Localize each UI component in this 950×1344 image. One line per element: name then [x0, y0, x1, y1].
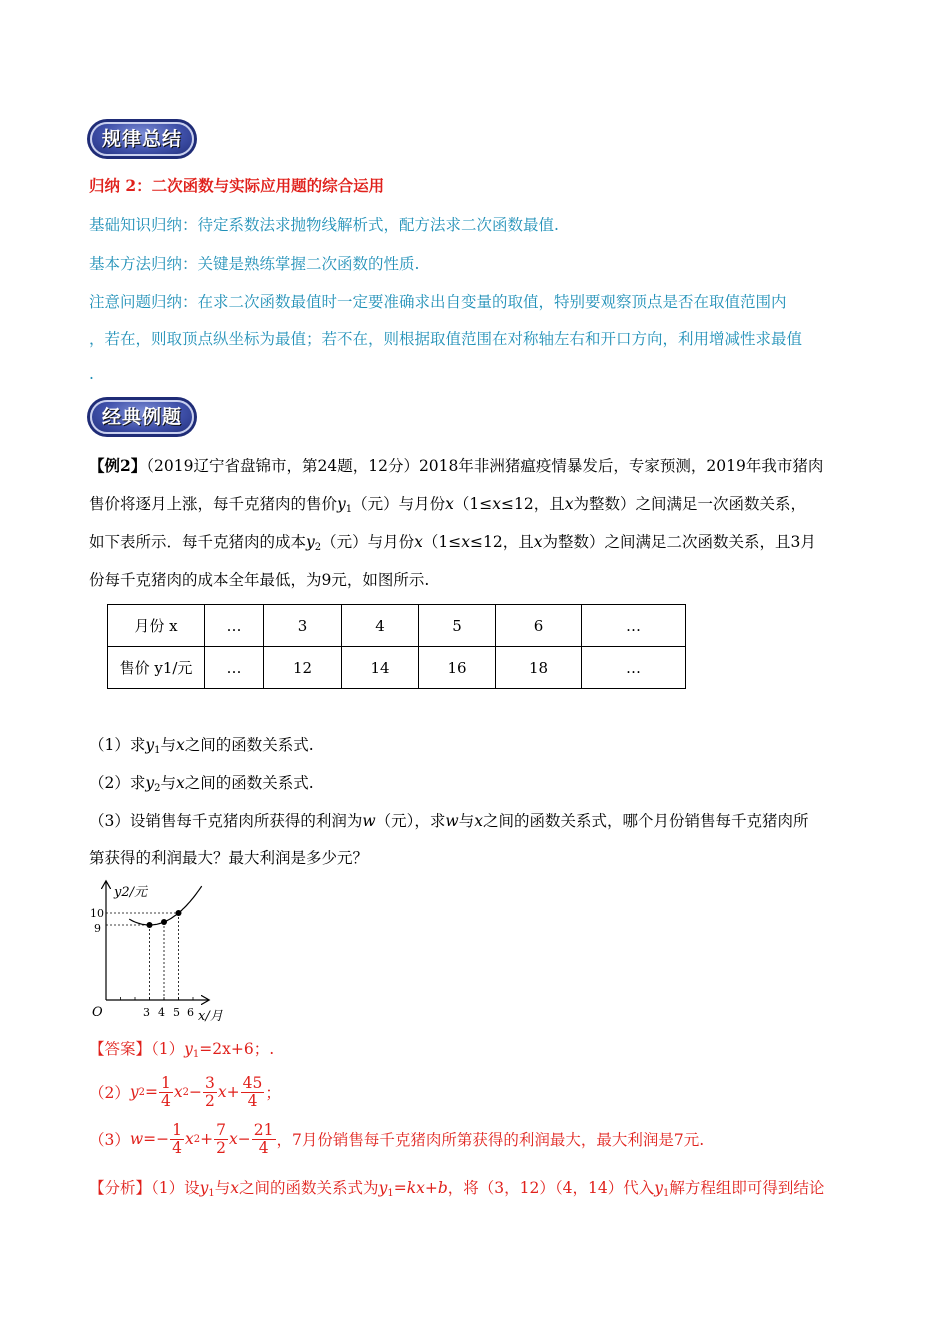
question-3-line-2: 第获得的利润最大？最大利润是多少元？ [89, 849, 369, 867]
summary-badge: 规律总结 [90, 122, 194, 156]
y-axis-label: y2/元 [114, 885, 147, 900]
basic-label: 基础知识归纳： [89, 216, 198, 234]
example-line-1 [89, 454, 823, 476]
q3-text-b: （元），求 [375, 812, 446, 830]
fraction: $\frac{1}{4}$ [161, 1074, 171, 1110]
price-table [107, 604, 686, 689]
answer-tag: 【答案】 [89, 1040, 152, 1058]
x-tick-label: 4 [158, 1006, 165, 1019]
x-axis-label: x/月 [198, 1009, 223, 1024]
analysis-text-e: 解方程组即可得到结论 [669, 1179, 825, 1197]
example-line-3: 如下表所示．每千克猪肉的成本$y_2$（元）与月份x（1≤x≤12，且x为整数）之间满足二次函数关系，且3月 [89, 533, 816, 553]
data-point [161, 919, 167, 925]
analysis-text-c: 之间的函数关系式为 [239, 1179, 379, 1197]
method-text: 关键是熟练掌握二次函数的性质. [197, 255, 420, 273]
y-tick-label: 10 [90, 907, 104, 920]
fraction: $\frac{21}{4}$ [253, 1121, 274, 1157]
example-line-2: 售价将逐月上涨，每千克猪肉的售价$y_1$（元）与月份x（1≤x≤12，且x为整数）之间满足一次函数关系， [89, 495, 807, 515]
example-line-4: 份每千克猪肉的成本全年最低，为9元，如图所示. [89, 571, 430, 589]
answer-3-tail: ，7月份销售每千克猪肉所第获得的利润最大，最大利润是7元. [276, 1131, 705, 1149]
q3-text-c: 与 [458, 812, 475, 830]
basic-knowledge [89, 213, 559, 235]
method-label: 基本方法归纳： [89, 255, 198, 273]
table-row [108, 605, 686, 647]
example-text-1: （2019辽宁省盘锦市，第24题，12分）2018年非洲猪瘟疫情暴发后，专家预测，2019年我市猪肉 [146, 457, 824, 475]
q1-text-b: 与 [160, 736, 177, 754]
table-cell: … [205, 605, 264, 647]
table-cell: 6 [496, 605, 582, 647]
x-tick-label: 5 [173, 1006, 180, 1019]
table-row [108, 647, 686, 689]
fraction: $\frac{7}{2}$ [216, 1121, 227, 1157]
fraction: $\frac{45}{4}$ [242, 1074, 263, 1110]
table-cell: 4 [342, 605, 419, 647]
origin-label: O [92, 1005, 103, 1020]
example-text-2a: 售价将逐月上涨，每千克猪肉的售价 [89, 495, 338, 513]
analysis-text-b: 与 [214, 1179, 231, 1197]
answer-1-expr: =2x+6；. [199, 1040, 275, 1058]
data-point [176, 910, 182, 916]
basic-method [89, 252, 419, 274]
note-text-1: 在求二次函数最值时一定要准确求出自变量的取值，特别要观察顶点是否在取值范围内 [197, 293, 787, 311]
table-cell: 售价 y1/元 [108, 647, 205, 689]
table-cell: 3 [264, 605, 342, 647]
q1-text-c: 之间的函数关系式. [184, 736, 314, 754]
q3-text-d: 之间的函数关系式，哪个月份销售每千克猪肉所 [482, 812, 809, 830]
note-line-1 [89, 290, 787, 312]
examples-badge: 经典例题 [90, 400, 194, 434]
example-text-2b: （元）与月份 [352, 495, 446, 513]
table-cell: 16 [419, 647, 496, 689]
example-text-3e: 为整数）之间满足二次函数关系，且3月 [542, 533, 816, 551]
answer-3-prefix: （3） [89, 1131, 130, 1149]
question-1: （1）求$y_1$与x之间的函数关系式. [89, 736, 314, 756]
basic-text: 待定系数法求抛物线解析式，配方法求二次函数最值. [197, 216, 559, 234]
note-line-2: ，若在，则取顶点纵坐标为最值；若不在，则根据取值范围在对称轴左右和开口方向，利用增减性求最值 [89, 330, 803, 348]
analysis-text-a: （1）设 [151, 1179, 200, 1197]
fraction: $\frac{3}{2}$ [205, 1074, 215, 1110]
x-tick-label: 6 [187, 1006, 194, 1019]
q1-text-a: （1）求 [89, 736, 146, 754]
example-text-3a: 如下表所示．每千克猪肉的成本 [89, 533, 307, 551]
note-label: 注意问题归纳： [89, 293, 198, 311]
answer-1: 【答案】$(1)y_1=2x+6$；. [89, 1040, 275, 1060]
example-text-3d: ≤12，且 [470, 533, 534, 551]
table-cell: … [582, 605, 686, 647]
y-tick-label: 9 [94, 922, 101, 935]
table-cell: … [205, 647, 264, 689]
cost-graph [80, 876, 240, 1026]
example-text-3b: （元）与月份 [321, 533, 415, 551]
example-text-2d: ≤12，且 [501, 495, 565, 513]
data-point [147, 922, 153, 928]
example-tag: 【例2】 [89, 456, 147, 475]
answer-2: （2） y 2 = $\frac{1}{4}$ x 2 − $\frac{3}{2}$ x + $\frac{45}{4}$ ； [89, 1074, 281, 1110]
table-cell: 5 [419, 605, 496, 647]
analysis: 【分析】（1）设$y_1$与x之间的函数关系式为$y_1=kx+b$，将（3，12）（4，14）代入$y_1$解方程组即可得到结论 [89, 1179, 825, 1199]
example-text-3c: （1≤ [422, 533, 462, 551]
q2-text-a: （2）求 [89, 774, 146, 792]
table-cell: 14 [342, 647, 419, 689]
table-cell: … [582, 647, 686, 689]
answer-3: （3） w =− $\frac{1}{4}$ x 2 + $\frac{7}{2}$ x − $\frac{21}{4}$ ，7月份销售每千克猪肉所第获得的利润最大，最大利润是7元. [89, 1121, 705, 1157]
analysis-text-d: ，将（3，12）（4，14）代入 [447, 1179, 655, 1197]
question-3: （3）设销售每千克猪肉所获得的利润为w（元），求w与x之间的函数关系式，哪个月份销售每千克猪肉所 [89, 812, 809, 830]
q2-text-b: 与 [160, 774, 177, 792]
answer-2-prefix: （2） [89, 1084, 130, 1102]
x-tick-label: 3 [143, 1006, 150, 1019]
q2-text-c: 之间的函数关系式. [184, 774, 314, 792]
question-2: （2）求$y_2$与x之间的函数关系式. [89, 774, 314, 794]
analysis-tag: 【分析】 [89, 1179, 152, 1197]
fraction: $\frac{1}{4}$ [172, 1121, 183, 1157]
example-text-2e: 为整数）之间满足一次函数关系， [573, 495, 807, 513]
table-cell: 月份 x [108, 605, 205, 647]
q3-text-a: （3）设销售每千克猪肉所获得的利润为 [89, 812, 363, 830]
answer-1-prefix: （1） [151, 1040, 185, 1058]
table-cell: 12 [264, 647, 342, 689]
table-cell: 18 [496, 647, 582, 689]
summary-title: 归纳 2：二次函数与实际应用题的综合运用 [89, 176, 385, 195]
note-line-3: . [89, 365, 94, 383]
example-text-2c: （1≤ [453, 495, 493, 513]
